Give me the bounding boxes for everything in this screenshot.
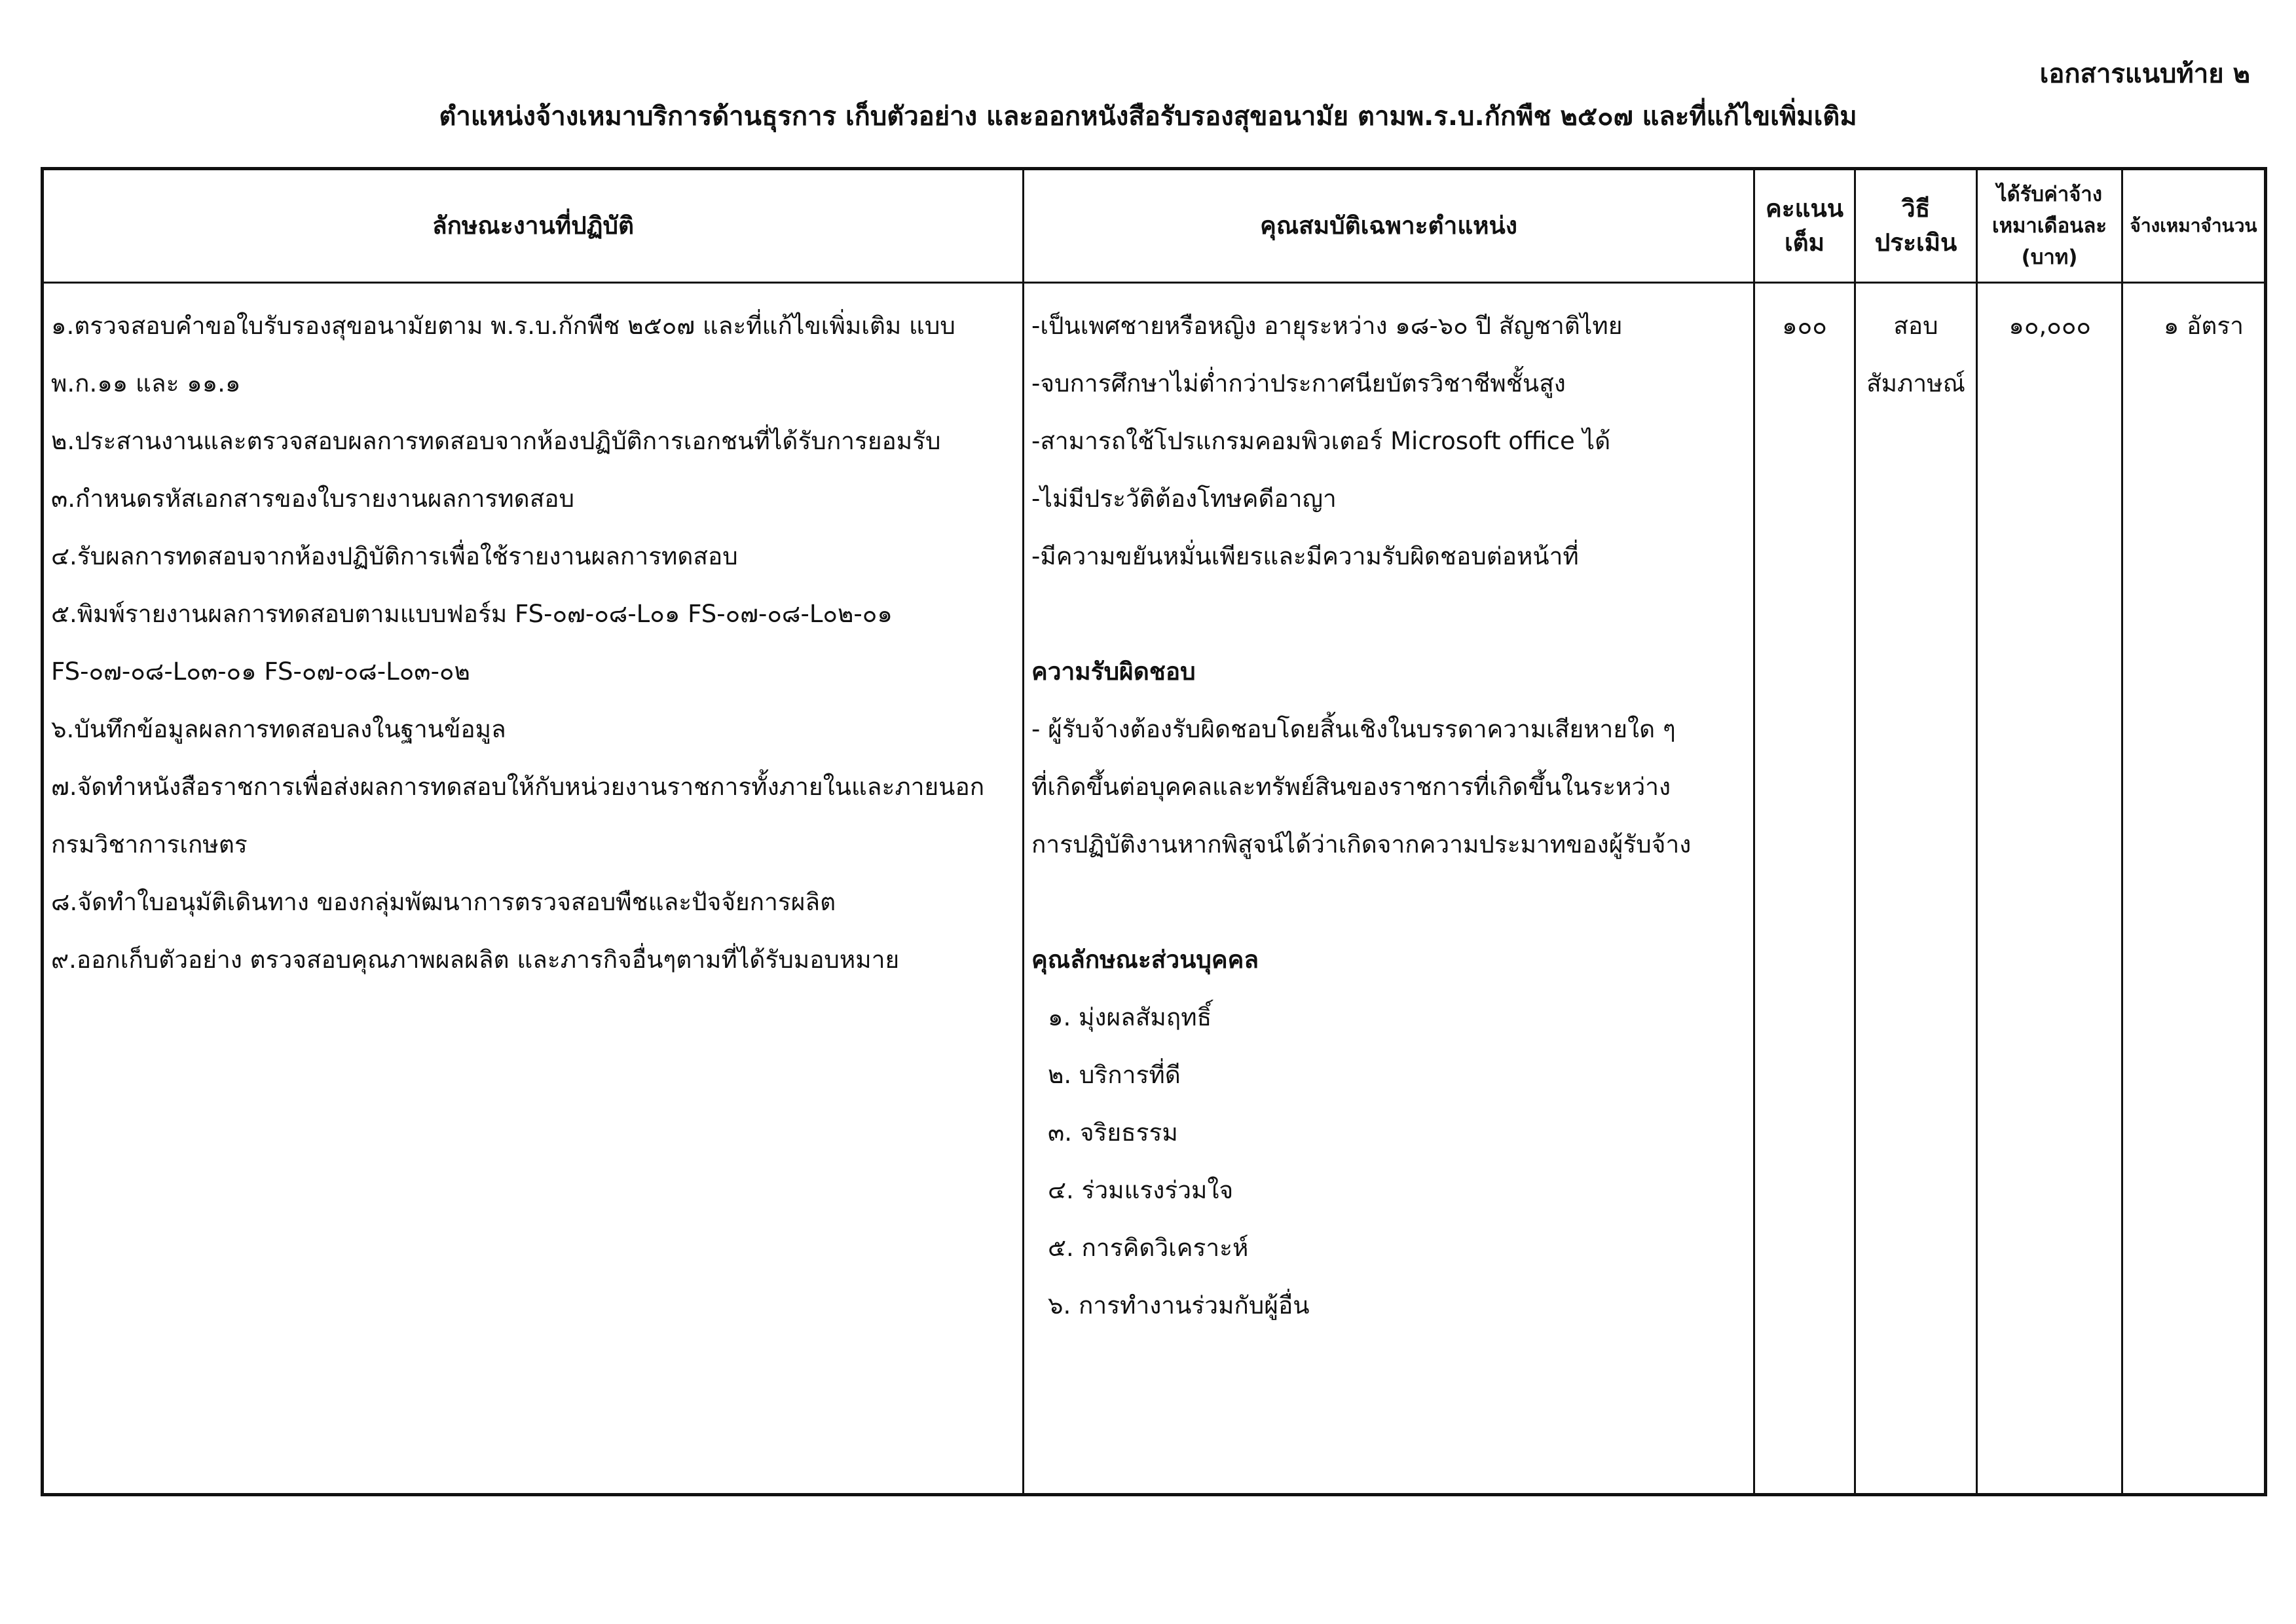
method-line2: สัมภาษณ์ — [1866, 369, 1965, 397]
header-method — [1855, 169, 1977, 283]
header-wage-line3: (บาท) — [2021, 246, 2078, 269]
header-wage-line2: เหมาเดือนละ — [1991, 214, 2107, 238]
duties-cell — [43, 283, 1024, 1495]
header-method-line2: ประเมิน — [1874, 229, 1957, 257]
attachment-label: เอกสารแนบท้าย ๒ — [2039, 59, 2250, 89]
trait-item: ๖. การทำงานร่วมกับผู้อื่น — [1048, 1291, 1310, 1320]
full-score-value: ๑๐๐ — [1782, 312, 1827, 340]
duty-item: ๒.ประสานงานและตรวจสอบผลการทดสอบจากห้องปฏิบัติการเอกชนที่ได้รับการยอมรับ — [51, 427, 941, 455]
table-row — [43, 283, 2266, 1495]
header-method-line1: วิธี — [1901, 194, 1931, 223]
responsibility-line: การปฏิบัติงานหากพิสูจน์ได้ว่าเกิดจากความประมาทของผู้รับจ้าง — [1031, 830, 1692, 858]
duty-item: ๗.จัดทำหนังสือราชการเพื่อส่งผลการทดสอบให้กับหน่วยงานราชการทั้งภายในและภายนอก — [51, 773, 985, 801]
header-wage — [1977, 169, 2122, 283]
monthly-wage-value: ๑๐,๐๐๐ — [2009, 312, 2091, 340]
duty-item: ๘.จัดทำใบอนุมัติเดินทาง ของกลุ่มพัฒนาการตรวจสอบพืชและปัจจัยการผลิต — [51, 888, 836, 916]
header-full-score-line2: เต็ม — [1784, 229, 1825, 257]
header-full-score — [1754, 169, 1855, 283]
header-wage-line1: ได้รับค่าจ้าง — [1997, 183, 2102, 206]
responsibility-line: - ผู้รับจ้างต้องรับผิดชอบโดยสิ้นเชิงในบรรดาความเสียหายใด ๆ — [1031, 715, 1676, 743]
duty-item: พ.ก.๑๑ และ ๑๑.๑ — [51, 369, 241, 397]
count-cell — [2122, 283, 2266, 1495]
duty-item: ๕.พิมพ์รายงานผลการทดสอบตามแบบฟอร์ม FS-๐๗-๐๘-L๐๑ FS-๐๗-๐๘-L๐๒-๐๑ — [51, 600, 893, 628]
trait-item: ๔. ร่วมแรงร่วมใจ — [1048, 1176, 1234, 1204]
duty-item: ๓.กำหนดรหัสเอกสารของใบรายงานผลการทดสอบ — [51, 485, 575, 513]
method-cell — [1855, 283, 1977, 1495]
duty-item: ๔.รับผลการทดสอบจากห้องปฏิบัติการเพื่อใช้รายงานผลการทดสอบ — [51, 542, 738, 570]
trait-item: ๕. การคิดวิเคราะห์ — [1048, 1234, 1249, 1262]
job-table — [41, 167, 2267, 1496]
duty-item: ๖.บันทึกข้อมูลผลการทดสอบลงในฐานข้อมูล — [51, 715, 506, 743]
traits-heading: คุณลักษณะส่วนบุคคล — [1031, 946, 1259, 974]
header-count: จ้างเหมาจำนวน — [2122, 169, 2266, 283]
qualification-item: -ไม่มีประวัติต้องโทษคดีอาญา — [1031, 485, 1337, 513]
full-score-cell — [1754, 283, 1855, 1495]
qualification-item: -เป็นเพศชายหรือหญิง อายุระหว่าง ๑๘-๖๐ ปี สัญชาติไทย — [1031, 312, 1623, 340]
qualifications-cell — [1024, 283, 1754, 1495]
duty-item: FS-๐๗-๐๘-L๐๓-๐๑ FS-๐๗-๐๘-L๐๓-๐๒ — [51, 657, 470, 686]
header-qualifications: คุณสมบัติเฉพาะตำแหน่ง — [1024, 169, 1754, 283]
duty-item: ๑.ตรวจสอบคำขอใบรับรองสุขอนามัยตาม พ.ร.บ.กักพืช ๒๕๐๗ และที่แก้ไขเพิ่มเติม แบบ — [51, 312, 955, 340]
qualification-item: -สามารถใช้โปรแกรมคอมพิวเตอร์ Microsoft office ได้ — [1031, 427, 1611, 455]
table-header-row — [43, 169, 2266, 283]
header-duties: ลักษณะงานที่ปฏิบัติ — [43, 169, 1024, 283]
responsibility-heading: ความรับผิดชอบ — [1031, 657, 1196, 686]
positions-value: ๑ อัตรา — [2163, 312, 2244, 340]
trait-item: ๑. มุ่งผลสัมฤทธิ์ — [1048, 1003, 1212, 1031]
header-full-score-line1: คะแนน — [1765, 194, 1844, 223]
responsibility-line: ที่เกิดขึ้นต่อบุคคลและทรัพย์สินของราชการที่เกิดขึ้นในระหว่าง — [1031, 773, 1671, 801]
duty-item: กรมวิชาการเกษตร — [51, 830, 248, 858]
duty-item: ๙.ออกเก็บตัวอย่าง ตรวจสอบคุณภาพผลผลิต และภารกิจอื่นๆตามที่ได้รับมอบหมาย — [51, 946, 900, 974]
trait-item: ๒. บริการที่ดี — [1048, 1061, 1181, 1089]
wage-cell — [1977, 283, 2122, 1495]
qualification-item: -จบการศึกษาไม่ต่ำกว่าประกาศนียบัตรวิชาชีพชั้นสูง — [1031, 369, 1566, 397]
qualification-item: -มีความขยันหมั่นเพียรและมีความรับผิดชอบต่อหน้าที่ — [1031, 542, 1579, 570]
method-line1: สอบ — [1893, 312, 1938, 340]
document-title: ตำแหน่งจ้างเหมาบริการด้านธุรการ เก็บตัวอย่าง และออกหนังสือรับรองสุขอนามัย ตามพ.ร.บ.กักพืช ๒๕๐๗ และที่แก้ไขเพิ่มเติม — [439, 101, 1857, 132]
trait-item: ๓. จริยธรรม — [1048, 1118, 1178, 1147]
